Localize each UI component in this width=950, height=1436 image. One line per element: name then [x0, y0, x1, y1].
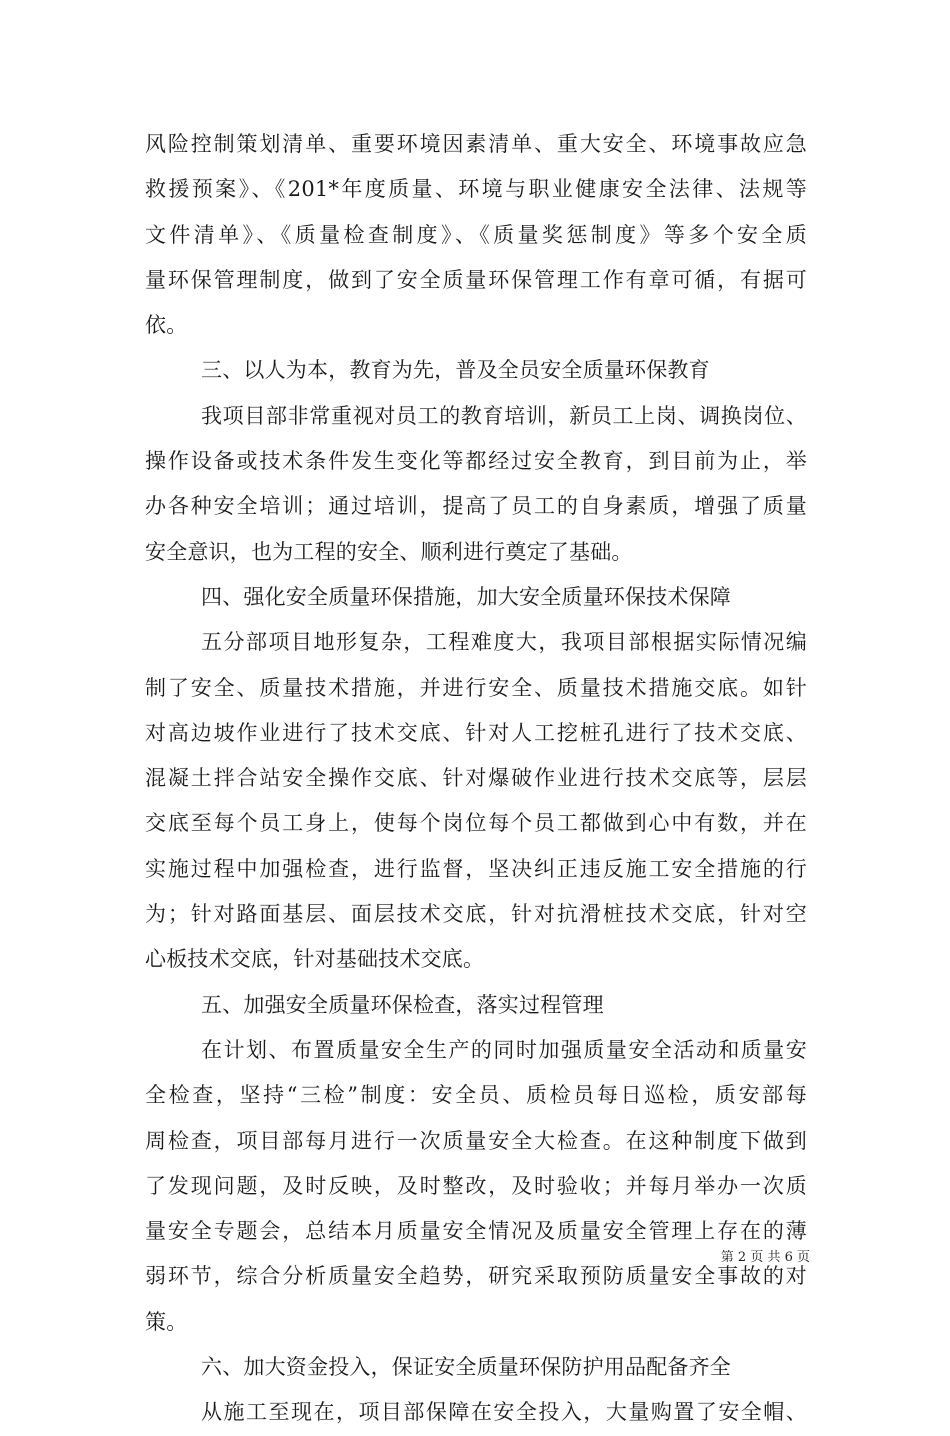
document-body	[145, 122, 807, 1436]
text-line: 制了安全、质量技术措施，并进行安全、质量技术措施交底。如针	[145, 675, 807, 700]
text-line: 办各种安全培训；通过培训，提高了员工的自身素质，增强了质量	[145, 494, 807, 519]
text-line: 我项目部非常重视对员工的教育培训，新员工上岗、调换岗位、	[201, 403, 807, 428]
text-line: 全检查，坚持“三检”制度：安全员、质检员每日巡检，质安部每	[145, 1083, 807, 1108]
text-line: 对高边坡作业进行了技术交底、针对人工挖桩孔进行了技术交底、	[145, 720, 807, 745]
text-line: 依。	[145, 313, 188, 338]
section-heading: 四、强化安全质量环保措施，加大安全质量环保技术保障	[201, 584, 731, 609]
page-number-footer: 第 2 页 共 6 页	[720, 1250, 810, 1265]
text-line: 文件清单》、《质量检查制度》、《质量奖惩制度》等多个安全质	[145, 222, 807, 247]
text-line: 弱环节，综合分析质量安全趋势，研究采取预防质量安全事故的对	[145, 1264, 807, 1289]
text-line: 实施过程中加强检查，进行监督，坚决纠正违反施工安全措施的行	[145, 856, 807, 881]
text-line: 风险控制策划清单、重要环境因素清单、重大安全、环境事故应急	[145, 132, 807, 156]
text-line: 从施工至现在，项目部保障在安全投入，大量购置了安全帽、	[201, 1400, 807, 1425]
section-heading: 六、加大资金投入，保证安全质量环保防护用品配备齐全	[201, 1355, 731, 1380]
text-line: 了发现问题，及时反映，及时整改，及时验收；并每月举办一次质	[145, 1173, 807, 1198]
text-line: 心板技术交底，针对基础技术交底。	[145, 947, 485, 972]
text-line: 周检查，项目部每月进行一次质量安全大检查。在这种制度下做到	[145, 1128, 807, 1153]
text-line: 量环保管理制度，做到了安全质量环保管理工作有章可循，有据可	[145, 267, 807, 292]
text-line: 混凝土拌合站安全操作交底、针对爆破作业进行技术交底等，层层	[145, 766, 807, 791]
section-heading: 三、以人为本，教育为先，普及全员安全质量环保教育	[201, 358, 710, 383]
text-line: 在计划、布置质量安全生产的同时加强质量安全活动和质量安	[201, 1037, 807, 1062]
text-line: 量安全专题会，总结本月质量安全情况及质量安全管理上存在的薄	[145, 1219, 807, 1244]
text-line: 交底至每个员工身上，使每个岗位每个员工都做到心中有数，并在	[145, 811, 807, 836]
section-heading: 五、加强安全质量环保检查，落实过程管理	[201, 992, 604, 1017]
text-line: 为；针对路面基层、面层技术交底，针对抗滑桩技术交底，针对空	[145, 902, 807, 927]
text-line: 操作设备或技术条件发生变化等都经过安全教育，到目前为止，举	[145, 449, 807, 474]
text-line: 五分部项目地形复杂，工程难度大，我项目部根据实际情况编	[201, 630, 807, 655]
text-line: 救援预案》、《201*年度质量、环境与职业健康安全法律、法规等	[145, 177, 807, 202]
text-line: 策。	[145, 1309, 188, 1334]
text-line: 安全意识，也为工程的安全、顺利进行奠定了基础。	[145, 539, 633, 564]
